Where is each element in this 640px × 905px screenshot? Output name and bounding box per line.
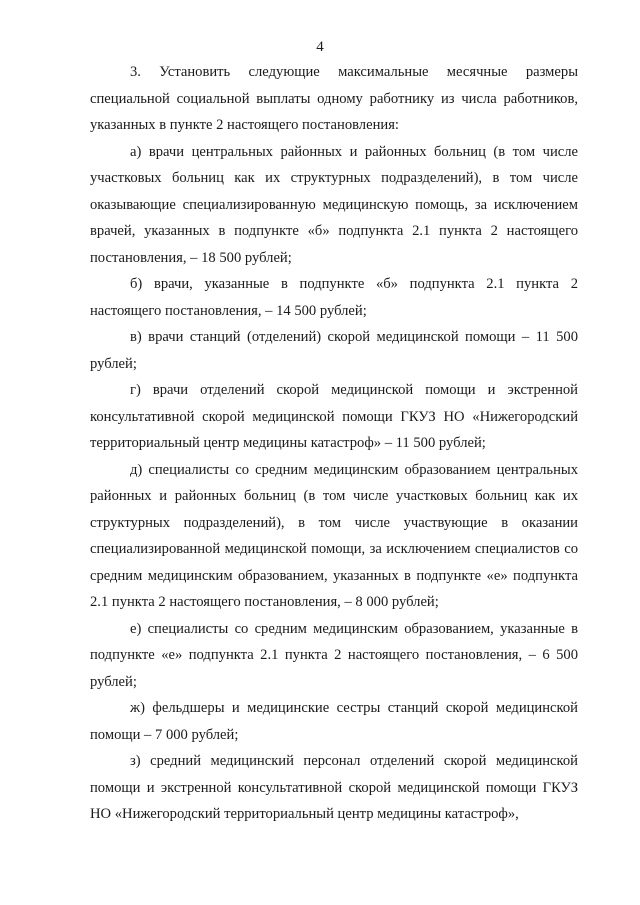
subitem-e: е) специалисты со средним медицинским образованием, указанные в подпункте «е» подпункта 2.1 пункта 2 настоящего постановления, – 6 500 рублей; xyxy=(90,620,578,690)
paragraph-item-3: 3. Установить следующие максимальные месячные размеры специальной социальной выплаты одному работнику из числа работников, указанных в пункте 2 настоящего постановления: xyxy=(90,64,578,133)
document-body xyxy=(90,59,578,828)
subitem-a: а) врачи центральных районных и районных больниц (в том числе участковых больниц как их структурных подразделений), в том числе оказывающие специализированную медицинскую помощь, за исключением врачей, указанных в подпункте «б» подпункта 2.1 пункта 2 настоящего постановления, – 18 500 рублей; xyxy=(90,143,578,266)
subitem-g: г) врачи отделений скорой медицинской помощи и экстренной консультативной скорой медицинской помощи ГКУЗ НО «Нижегородский территориальный центр медицины катастроф» – 11 500 рублей; xyxy=(90,382,578,451)
subitem-z: з) средний медицинский персонал отделений скорой медицинской помощи и экстренной консультативной скорой медицинской помощи ГКУЗ НО «Нижегородский территориальный центр медицины катастроф», xyxy=(90,753,578,822)
page-number: 4 xyxy=(316,39,324,55)
subitem-v: в) врачи станций (отделений) скорой медицинской помощи – 11 500 рублей; xyxy=(90,329,578,372)
subitem-b: б) врачи, указанные в подпункте «б» подпункта 2.1 пункта 2 настоящего постановления, – 14 500 рублей; xyxy=(90,276,578,319)
subitem-zh: ж) фельдшеры и медицинские сестры станций скорой медицинской помощи – 7 000 рублей; xyxy=(90,700,578,743)
subitem-d: д) специалисты со средним медицинским образованием центральных районных и районных больниц (в том числе участковых больниц как их структурных подразделений), в том числе участвующие в оказании специализированной медицинской помощи, за исключением специалистов со средним медицинским образованием, указанных в подпункте «е» подпункта 2.1 пункта 2 настоящего постановления, – 8 000 рублей; xyxy=(90,461,578,610)
